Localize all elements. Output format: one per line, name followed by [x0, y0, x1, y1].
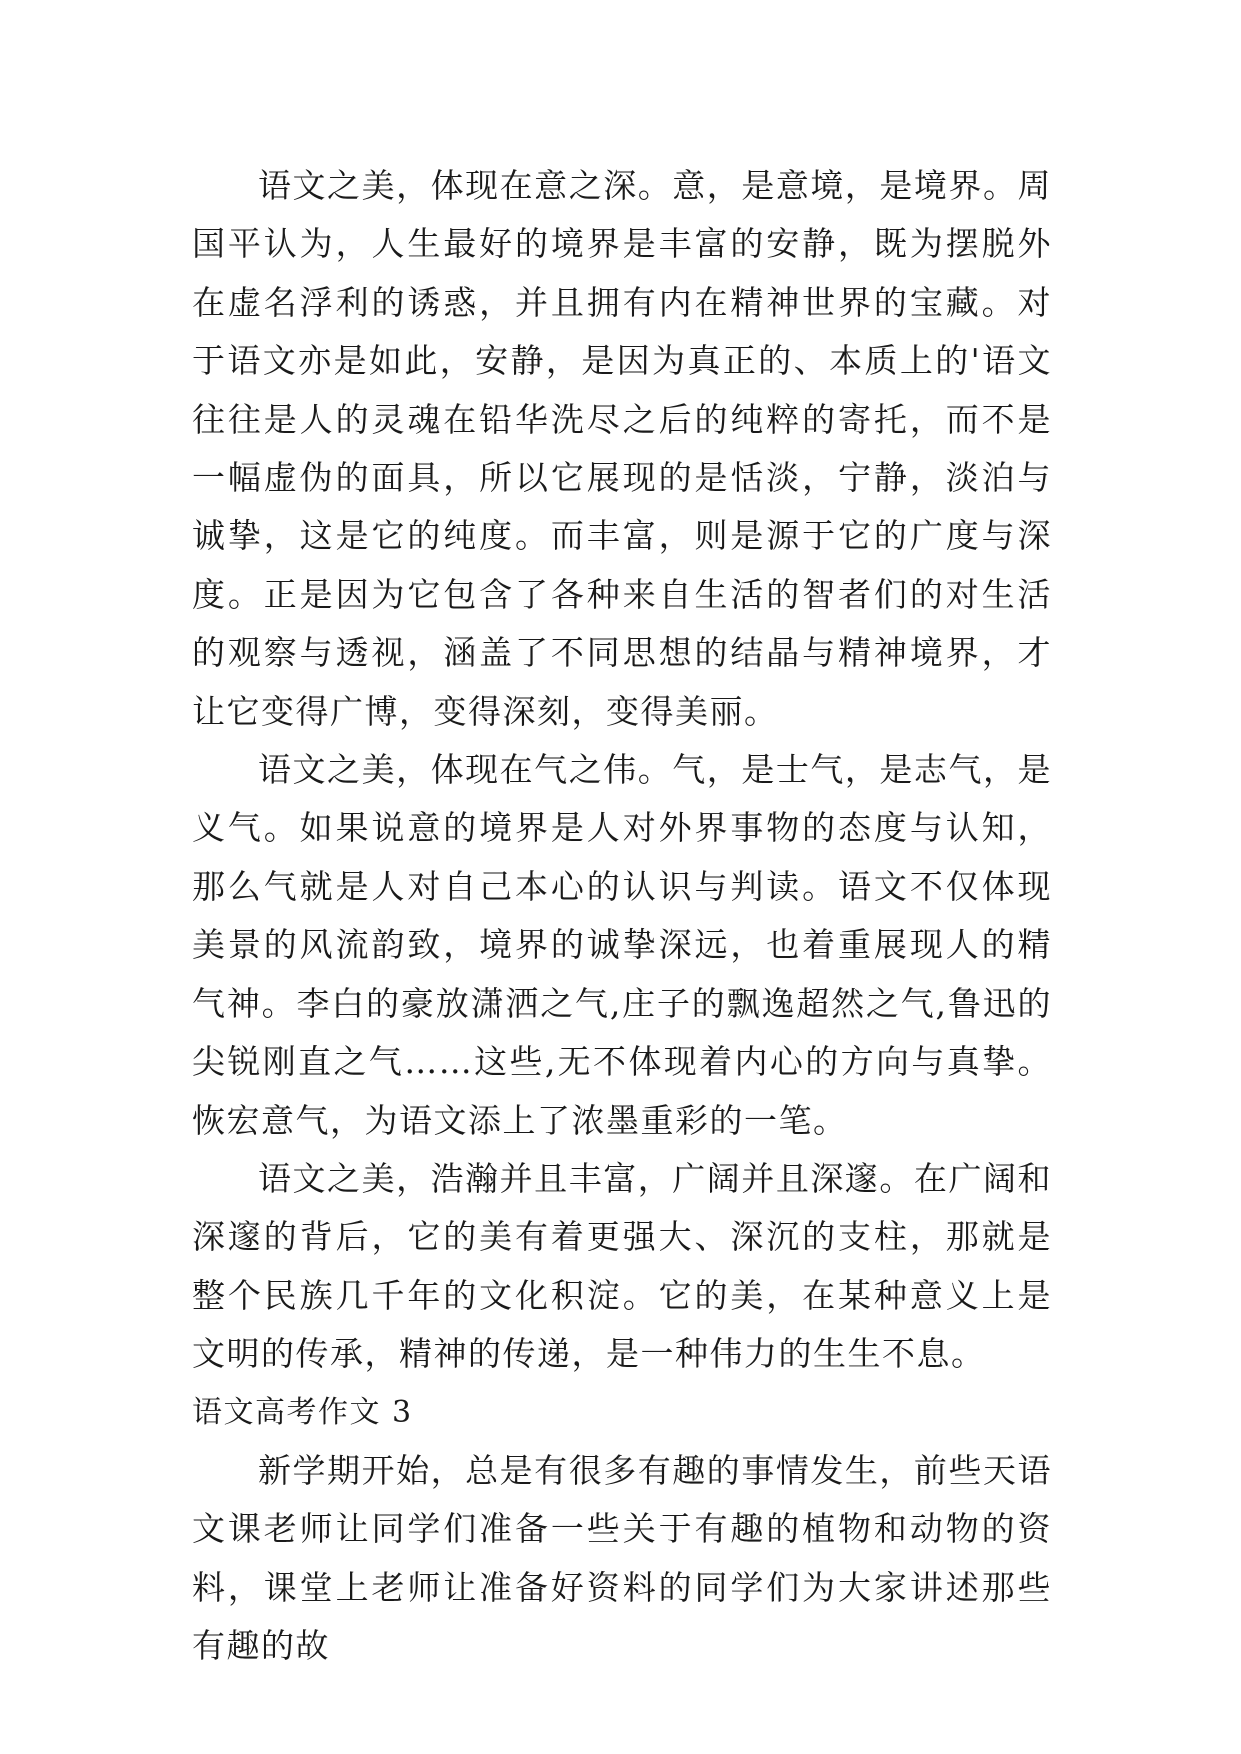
paragraph-beauty-vast-and-deep: 语文之美，浩瀚并且丰富，广阔并且深邃。在广阔和深邃的背后，它的美有着更强大、深沉的支柱，那就是整个民族几千年的文化积淀。它的美，在某种意义上是文明的传承，精神的传递，是一种伟力的生生不息。 [192, 1158, 1052, 1374]
section-heading: 语文高考作文 3 [192, 1394, 413, 1430]
paragraph-beauty-of-meaning: 语文之美，体现在意之深。意，是意境，是境界。周国平认为，人生最好的境界是丰富的安静，既为摆脱外在虚名浮利的诱惑，并且拥有内在精神世界的宝藏。对于语文亦是如此，安静，是因为真正的、本质上的'语文往往是人的灵魂在铅华洗尽之后的纯粹的寄托，而不是一幅虚伪的面具，所以它展现的是恬淡，宁静，淡泊与诚挚，这是它的纯度。而丰富，则是源于它的广度与深度。正是因为它包含了各种来自生活的智者们的对生活的观察与透视，涵盖了不同思想的结晶与精神境界，才让它变得广博，变得深刻，变得美丽。 [192, 166, 1052, 731]
paragraph-new-semester: 新学期开始，总是有很多有趣的事情发生，前些天语文课老师让同学们准备一些关于有趣的植物和动物的资料，课堂上老师让准备好资料的同学们为大家讲述那些有趣的故 [192, 1450, 1052, 1666]
document-body [192, 157, 1052, 1676]
paragraph-beauty-of-spirit: 语文之美，体现在气之伟。气，是士气，是志气，是义气。如果说意的境界是人对外界事物的态度与认知，那么气就是人对自己本心的认识与判读。语文不仅体现美景的风流韵致，境界的诚挚深远，也着重展现人的精气神。李白的豪放潇洒之气,庄子的飘逸超然之气,鲁迅的尖锐刚直之气……这些,无不体现着内心的方向与真挚。恢宏意气，为语文添上了浓墨重彩的一笔。 [192, 750, 1052, 1140]
